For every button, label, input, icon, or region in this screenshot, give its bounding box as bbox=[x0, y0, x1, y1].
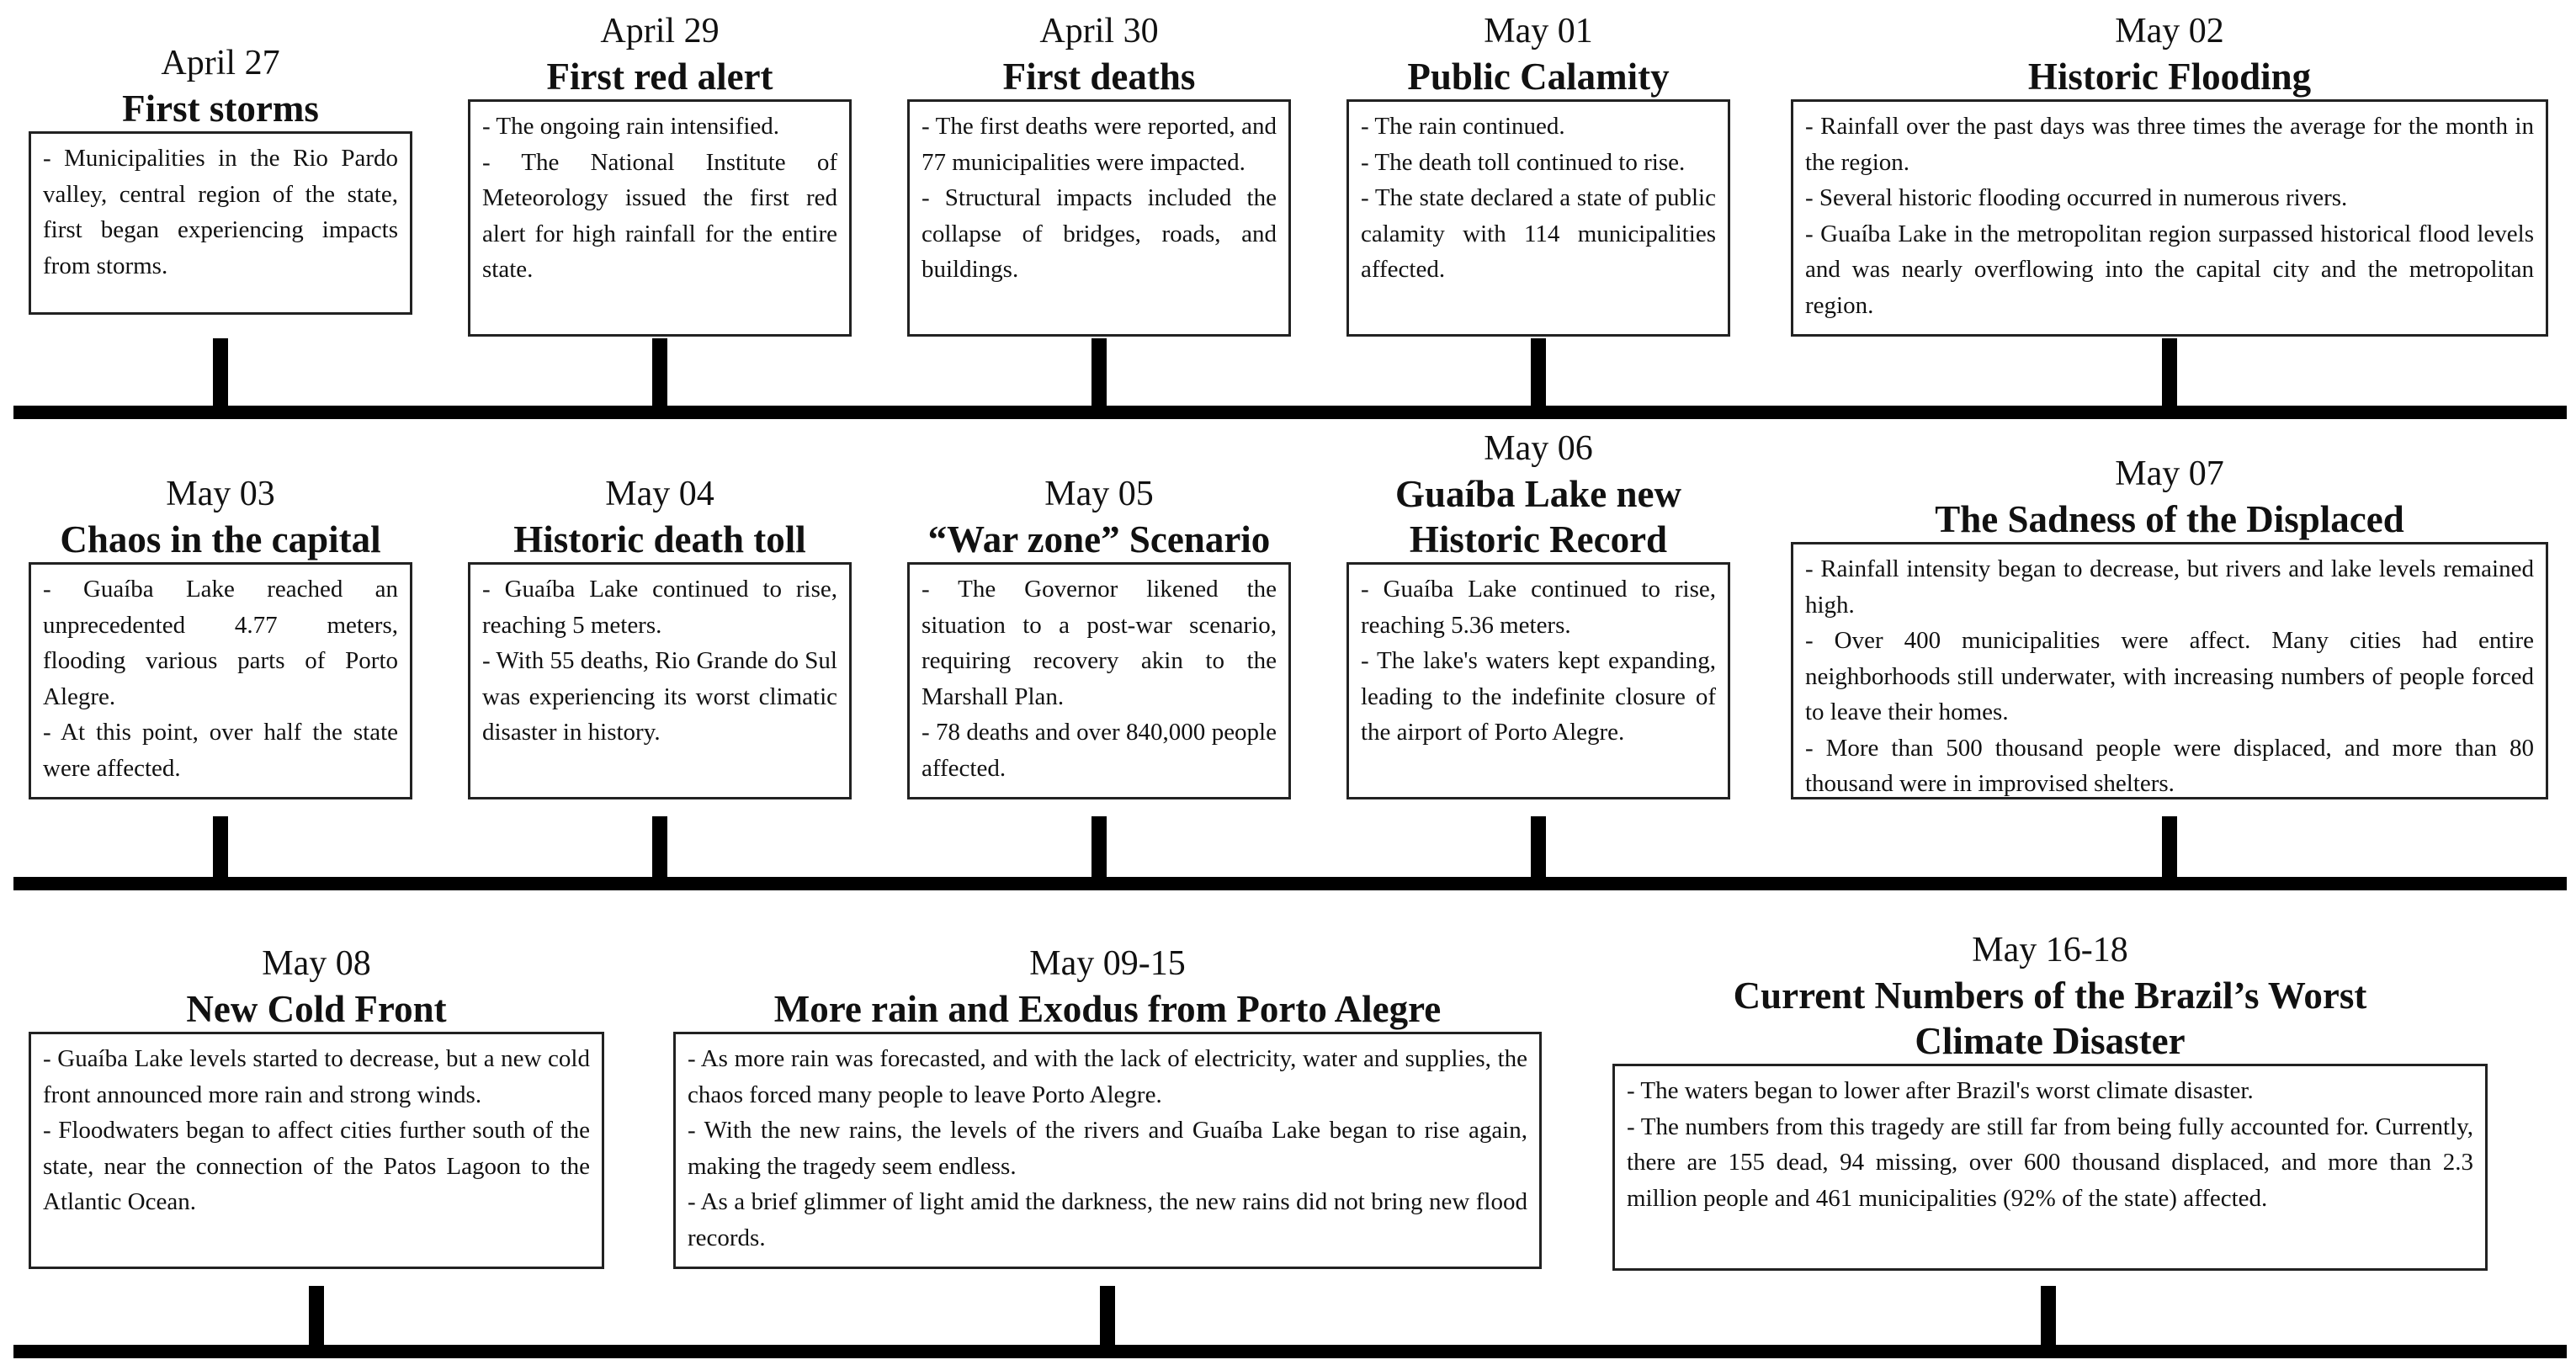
event-bullet: - As more rain was forecasted, and with the lack of electricity, water and supplies, the chaos forced many people to leave Porto Alegre. bbox=[688, 1045, 1527, 1108]
event-title: First red alert bbox=[546, 56, 773, 98]
event-bullet: - Over 400 municipalities were affect. Many cities had entire neighborhoods still underwater, with increasing numbers of people forced to leave their homes. bbox=[1805, 627, 2534, 725]
event-bullet: - Guaíba Lake in the metropolitan region surpassed historical flood levels and was nearly overflowing into the capital city and the metropolitan region. bbox=[1805, 220, 2534, 319]
event-may-03 bbox=[29, 471, 412, 799]
event-may-09-15 bbox=[673, 941, 1542, 1269]
event-bullet: - Several historic flooding occurred in numerous rivers. bbox=[1805, 184, 2348, 211]
event-bullet: - With the new rains, the levels of the rivers and Guaíba Lake began to rise again, making the tragedy seem endless. bbox=[688, 1117, 1527, 1180]
event-title: Chaos in the capital bbox=[60, 518, 381, 560]
event-may-16-18 bbox=[1612, 927, 2488, 1271]
timeline-connector bbox=[2162, 338, 2177, 407]
event-bullet: - The state declared a state of public calamity with 114 municipalities affected. bbox=[1361, 184, 1716, 283]
event-may-08 bbox=[29, 941, 604, 1269]
event-may-05 bbox=[907, 471, 1291, 799]
event-title: First storms bbox=[122, 88, 319, 130]
event-description-box bbox=[468, 99, 852, 337]
event-april-30 bbox=[907, 8, 1291, 337]
event-bullet: - Rainfall intensity began to decrease, but rivers and lake levels remained high. bbox=[1805, 555, 2534, 619]
event-may-06 bbox=[1346, 426, 1730, 799]
timeline-bar bbox=[13, 1345, 2567, 1358]
event-bullet: - Structural impacts included the collapse of bridges, roads, and buildings. bbox=[922, 184, 1277, 283]
event-may-04 bbox=[468, 471, 852, 799]
event-description-box bbox=[29, 562, 412, 799]
event-date: April 30 bbox=[1039, 12, 1159, 50]
timeline-bar bbox=[13, 877, 2567, 890]
event-bullet: - As a brief glimmer of light amid the darkness, the new rains did not bring new flood records. bbox=[688, 1188, 1527, 1251]
event-may-01 bbox=[1346, 8, 1730, 337]
event-description-box bbox=[1791, 99, 2548, 337]
event-description-box bbox=[468, 562, 852, 799]
event-description-box bbox=[29, 131, 412, 315]
event-description-box bbox=[907, 562, 1291, 799]
event-date: May 04 bbox=[605, 475, 714, 513]
event-title: Current Numbers of the Brazil’s Worst Climate Disaster bbox=[1733, 975, 2367, 1062]
event-bullet: - The first deaths were reported, and 77 municipalities were impacted. bbox=[922, 113, 1277, 176]
event-title: Public Calamity bbox=[1407, 56, 1670, 98]
event-bullet: - The waters began to lower after Brazil's worst climate disaster. bbox=[1627, 1077, 2254, 1104]
event-title: Guaíba Lake new Historic Record bbox=[1394, 473, 1682, 560]
event-title: Historic death toll bbox=[513, 518, 806, 560]
event-title: “War zone” Scenario bbox=[927, 518, 1271, 560]
event-description-box bbox=[1346, 99, 1730, 337]
event-description-box bbox=[1791, 542, 2548, 799]
event-may-02 bbox=[1791, 8, 2548, 337]
event-date: May 16-18 bbox=[1972, 931, 2128, 969]
event-date: May 07 bbox=[2115, 454, 2224, 493]
event-bullet: - The Governor likened the situation to a post-war scenario, requiring recovery akin to the Marshall Plan. bbox=[922, 576, 1277, 710]
timeline-connector bbox=[1100, 1286, 1115, 1350]
event-bullet: - Floodwaters began to affect cities further south of the state, near the connection of the Patos Lagoon to the Atlantic Ocean. bbox=[43, 1117, 590, 1215]
event-title: The Sadness of the Displaced bbox=[1935, 498, 2404, 540]
event-bullet: - With 55 deaths, Rio Grande do Sul was experiencing its worst climatic disaster in history. bbox=[482, 647, 837, 746]
event-date: April 27 bbox=[161, 44, 280, 82]
event-bullet: - The rain continued. bbox=[1361, 113, 1565, 140]
timeline-connector bbox=[1091, 338, 1107, 407]
event-date: May 08 bbox=[262, 944, 371, 983]
event-bullet: - Guaíba Lake reached an unprecedented 4.77 meters, flooding various parts of Porto Alegre. bbox=[43, 576, 398, 710]
timeline-connector bbox=[213, 338, 228, 407]
event-date: May 06 bbox=[1484, 429, 1593, 468]
event-bullet: - At this point, over half the state were affected. bbox=[43, 719, 398, 782]
timeline-connector bbox=[309, 1286, 324, 1350]
event-bullet: - Rainfall over the past days was three times the average for the month in the region. bbox=[1805, 113, 2534, 176]
event-title: More rain and Exodus from Porto Alegre bbox=[773, 988, 1442, 1030]
event-title: New Cold Front bbox=[186, 988, 447, 1030]
timeline-connector bbox=[1531, 338, 1546, 407]
event-bullet: - Guaíba Lake continued to rise, reaching 5 meters. bbox=[482, 576, 837, 639]
timeline-connector bbox=[652, 338, 667, 407]
event-bullet: - Guaíba Lake levels started to decrease, but a new cold front announced more rain and strong winds. bbox=[43, 1045, 590, 1108]
event-title: First deaths bbox=[1002, 56, 1196, 98]
event-bullet: - The numbers from this tragedy are still far from being fully accounted for. Currently, there are 155 dead, 94 missing, over 600 thousand displaced, and more than 2.3 million people and 461 municipalities (92% of the state) affected. bbox=[1627, 1113, 2473, 1212]
timeline-connector bbox=[1531, 816, 1546, 885]
event-date: May 02 bbox=[2115, 12, 2224, 50]
event-description-box bbox=[1346, 562, 1730, 799]
event-date: May 03 bbox=[166, 475, 275, 513]
timeline-connector bbox=[1091, 816, 1107, 885]
event-date: May 05 bbox=[1044, 475, 1154, 513]
timeline-connector bbox=[2041, 1286, 2056, 1350]
event-april-29 bbox=[468, 8, 852, 337]
event-bullet: - The National Institute of Meteorology issued the first red alert for high rainfall for the entire state. bbox=[482, 148, 837, 283]
timeline-bar bbox=[13, 406, 2567, 419]
timeline-connector bbox=[652, 816, 667, 885]
event-description-box bbox=[1612, 1064, 2488, 1271]
event-bullet: - More than 500 thousand people were displaced, and more than 80 thousand were in improvised shelters. bbox=[1805, 734, 2534, 797]
event-bullet: - The death toll continued to rise. bbox=[1361, 148, 1686, 176]
timeline-connector bbox=[2162, 816, 2177, 885]
event-bullet: - Guaíba Lake continued to rise, reaching 5.36 meters. bbox=[1361, 576, 1716, 639]
event-bullet: - The ongoing rain intensified. bbox=[482, 113, 780, 140]
event-description-box bbox=[29, 1032, 604, 1269]
event-bullet: - The lake's waters kept expanding, leading to the indefinite closure of the airport of Porto Alegre. bbox=[1361, 647, 1716, 746]
event-bullet: - Municipalities in the Rio Pardo valley, central region of the state, first began experiencing impacts from storms. bbox=[43, 145, 398, 279]
event-date: May 01 bbox=[1484, 12, 1593, 50]
event-date: April 29 bbox=[600, 12, 720, 50]
event-title: Historic Flooding bbox=[2027, 56, 2312, 98]
event-bullet: - 78 deaths and over 840,000 people affected. bbox=[922, 719, 1277, 782]
event-description-box bbox=[907, 99, 1291, 337]
event-april-27 bbox=[29, 40, 412, 315]
timeline-connector bbox=[213, 816, 228, 885]
event-description-box bbox=[673, 1032, 1542, 1269]
event-date: May 09-15 bbox=[1029, 944, 1186, 983]
event-may-07 bbox=[1791, 451, 2548, 799]
